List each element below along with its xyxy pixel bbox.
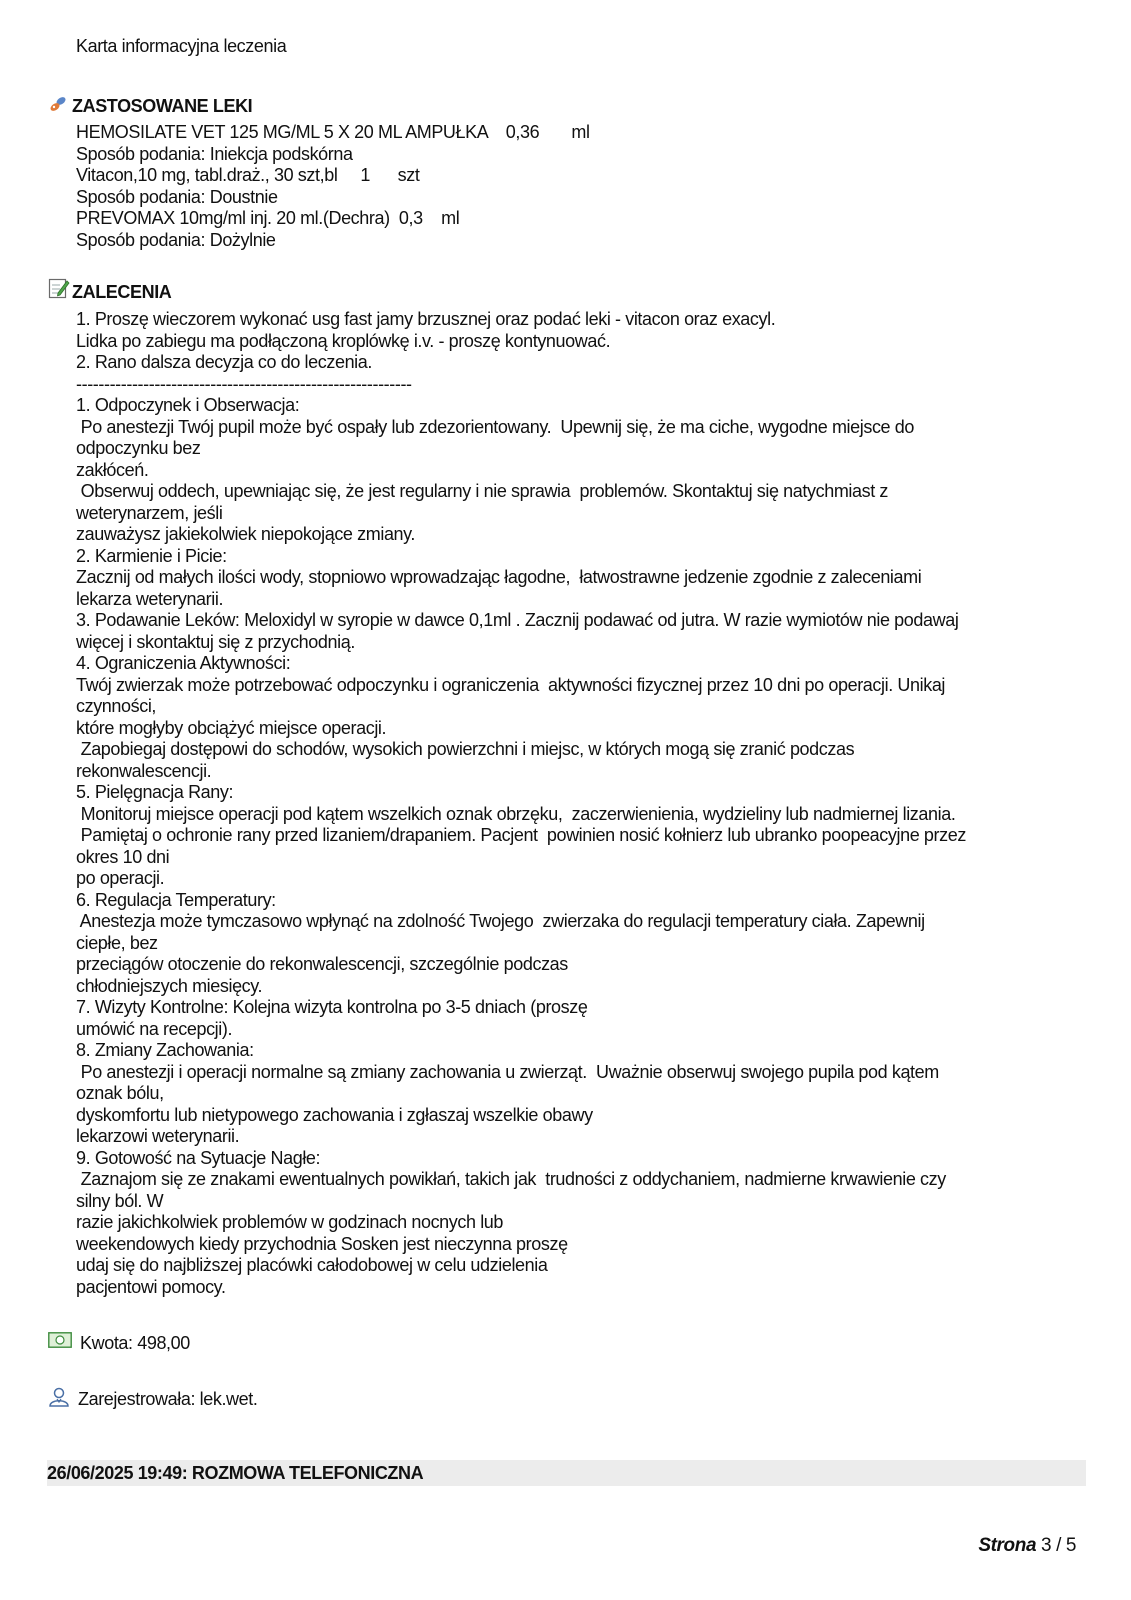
banknote-icon — [48, 1332, 72, 1348]
text-line: okres 10 dni — [76, 846, 170, 867]
text-line: ------------------------------------------------------------ — [76, 373, 412, 394]
text-line: silny ból. W — [76, 1190, 164, 1211]
text-line: Zaznajom się ze znakami ewentualnych powikłań, takich jak trudności z oddychaniem, nadmierne krwawienie czy — [76, 1169, 946, 1189]
text-line: Obserwuj oddech, upewniając się, że jest regularny i nie sprawia problemów. Skontaktuj się natychmiast z — [76, 481, 889, 501]
text-line: 9. Gotowość na Sytuacje Nagłe: — [76, 1147, 321, 1168]
text-line: HEMOSILATE VET 125 MG/ML 5 X 20 ML AMPUŁKA 0,36 ml — [76, 122, 590, 142]
text-line: Po anestezji Twój pupil może być ospały lub zdezorientowany. Upewnij się, że ma ciche, wygodne miejsce do — [76, 416, 914, 437]
notepad-edit-icon — [48, 277, 70, 299]
pills-icon — [48, 94, 68, 114]
text-line: udaj się do najbliższej placówki całodobowej w celu udzielenia — [76, 1255, 548, 1275]
amount-text: Kwota: 498,00 — [80, 1333, 190, 1353]
entry-title: 26/06/2025 19:49: ROZMOWA TELEFONICZNA — [47, 1463, 424, 1483]
text-line: Sposób podania: Iniekcja podskórna — [76, 143, 353, 164]
text-line: lekarza weterynarii. — [76, 588, 224, 609]
text-line: 2. Karmienie i Picie: — [76, 545, 227, 566]
text-line: chłodniejszych miesięcy. — [76, 975, 263, 996]
text-line: które mogłyby obciążyć miejsce operacji. — [76, 717, 387, 738]
text-line: po operacji. — [76, 868, 165, 888]
text-line: Sposób podania: Doustnie — [76, 186, 278, 207]
entry-header-bar — [47, 1460, 1086, 1486]
text-line: zakłóceń. — [76, 459, 149, 480]
text-line: dyskomfortu lub nietypowego zachowania i zgłaszaj wszelkie obawy — [76, 1104, 593, 1125]
page-label: Strona — [978, 1535, 1037, 1556]
text-line: przeciągów otoczenie do rekonwalescencji, szczególnie podczas — [76, 954, 568, 974]
section-title-meds: ZASTOSOWANE LEKI — [72, 96, 253, 116]
text-line: 8. Zmiany Zachowania: — [76, 1040, 254, 1060]
text-line: 4. Ograniczenia Aktywności: — [76, 653, 291, 673]
registered-by-text: Zarejestrowała: lek.wet. — [78, 1389, 258, 1409]
text-line: ciepłe, bez — [76, 932, 158, 953]
text-line: odpoczynku bez — [76, 438, 201, 458]
text-line: Twój zwierzak może potrzebować odpoczynku i ograniczenia aktywności fizycznej przez 10 dni po operacji. Unikaj — [76, 674, 946, 695]
text-line: Anestezja może tymczasowo wpłynąć na zdolność Twojego zwierzaka do regulacji temperatury ciała. Zapewnij — [76, 911, 925, 931]
text-line: 3. Podawanie Leków: Meloxidyl w syropie w dawce 0,1ml . Zacznij podawać od jutra. W razie wymiotów nie podawaj — [76, 610, 959, 630]
section-title-recommendations: ZALECENIA — [72, 282, 172, 302]
text-line: Sposób podania: Dożylnie — [76, 229, 276, 250]
text-line: umówić na recepcji). — [76, 1018, 233, 1039]
text-line: 2. Rano dalsza decyzja co do leczenia. — [76, 352, 372, 372]
text-line: Zapobiegaj dostępowi do schodów, wysokich powierzchni i miejsc, w których mogą się zranić podczas — [76, 739, 855, 759]
page-total: 5 — [1065, 1535, 1076, 1556]
text-line: Po anestezji i operacji normalne są zmiany zachowania u zwierząt. Uważnie obserwuj swojego pupila pod kątem — [76, 1061, 939, 1082]
text-line: PREVOMAX 10mg/ml inj. 20 ml.(Dechra) 0,3 ml — [76, 208, 460, 228]
page-title: Karta informacyjna leczenia — [76, 36, 287, 56]
page-separator: / — [1051, 1535, 1066, 1556]
text-line: pacjentowi pomocy. — [76, 1276, 226, 1297]
user-icon — [48, 1386, 70, 1408]
page-counter — [978, 1535, 1076, 1557]
text-line: 6. Regulacja Temperatury: — [76, 889, 276, 910]
text-line: 1. Odpoczynek i Obserwacja: — [76, 395, 300, 415]
text-line: razie jakichkolwiek problemów w godzinach nocnych lub — [76, 1212, 504, 1232]
text-line: czynności, — [76, 696, 157, 716]
text-line: lekarzowi weterynarii. — [76, 1126, 240, 1146]
text-line: 7. Wizyty Kontrolne: Kolejna wizyta kontrolna po 3-5 dniach (proszę — [76, 997, 588, 1017]
text-line: oznak bólu, — [76, 1083, 164, 1103]
text-line: weterynarzem, jeśli — [76, 502, 223, 523]
page-current: 3 — [1041, 1535, 1052, 1556]
text-line: 1. Proszę wieczorem wykonać usg fast jamy brzusznej oraz podać leki - vitacon oraz exacyl. — [76, 309, 776, 329]
text-line: Zacznij od małych ilości wody, stopniowo wprowadzając łagodne, łatwostrawne jedzenie zgodnie z zaleceniami — [76, 567, 922, 587]
text-line: Monitoruj miejsce operacji pod kątem wszelkich oznak obrzęku, zaczerwienienia, wydzieliny lub nadmiernej lizania. — [76, 803, 956, 824]
text-line: 5. Pielęgnacja Rany: — [76, 782, 234, 802]
text-line: Lidka po zabiegu ma podłączoną kroplówkę i.v. - proszę kontynuować. — [76, 330, 611, 351]
text-line: Vitacon,10 mg, tabl.draż., 30 szt,bl 1 szt — [76, 165, 420, 185]
text-line: weekendowych kiedy przychodnia Sosken jest nieczynna proszę — [76, 1233, 568, 1254]
text-line: zauważysz jakiekolwiek niepokojące zmiany. — [76, 524, 416, 544]
text-line: rekonwalescencji. — [76, 760, 212, 781]
text-line: więcej i skontaktuj się z przychodnią. — [76, 631, 355, 652]
text-line: Pamiętaj o ochronie rany przed lizaniem/drapaniem. Pacjent powinien nosić kołnierz lub ubranko poopeacyjne przez — [76, 825, 966, 845]
